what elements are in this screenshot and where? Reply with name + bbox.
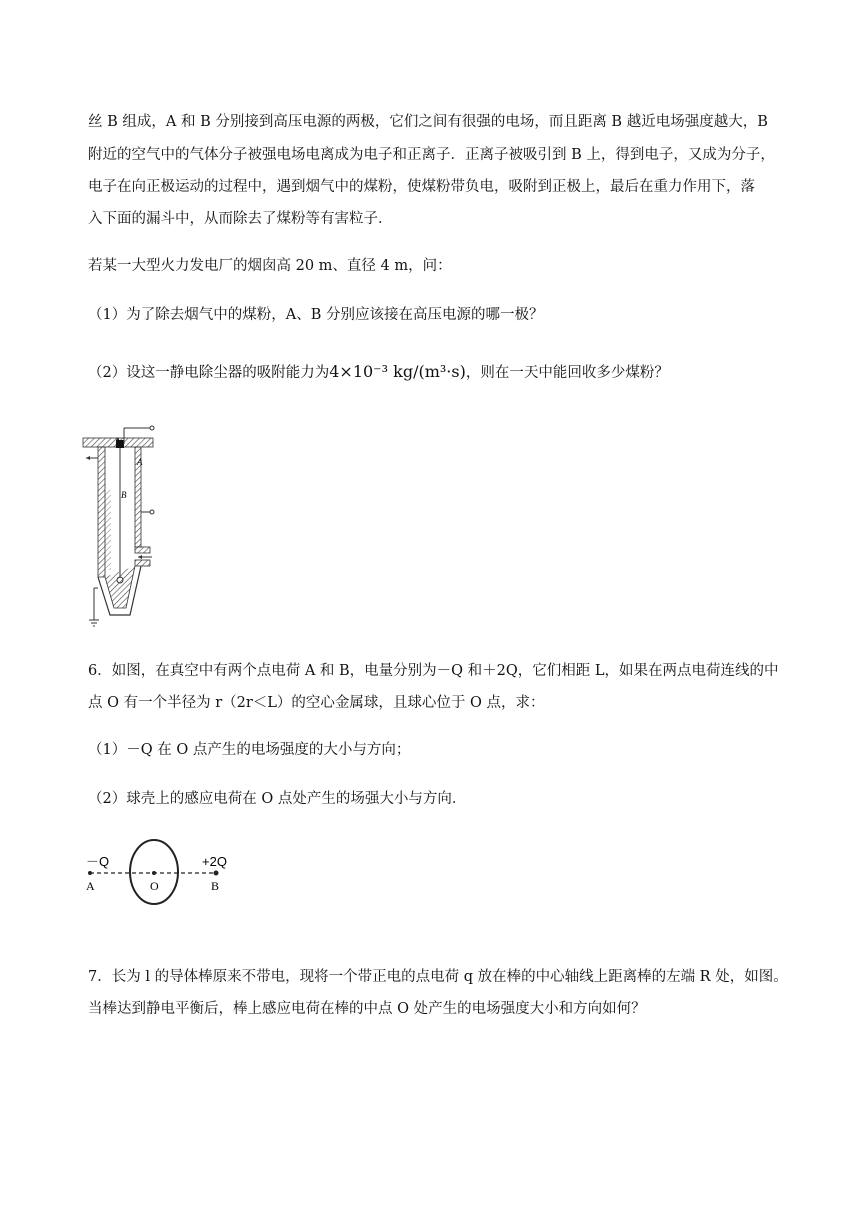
intro-line-2: 附近的空气中的气体分子被强电场电离成为电子和正离子．正离子被吸引到 B 上，得到电子，又成为分子，	[88, 147, 775, 163]
q5-premise: 若某一大型火力发电厂的烟囱高 20 m、直径 4 m，问：	[88, 258, 452, 274]
charge-left-label: －Q	[86, 854, 110, 869]
figure-label-a: A	[137, 457, 143, 467]
q7-line-2: 当棒达到静电平衡后，棒上感应电荷在棒的中点 O 处产生的电场强度大小和方向如何？	[88, 1001, 646, 1017]
precipitator-figure	[78, 420, 170, 630]
adsorption-formula: 4×10⁻³ kg/(m³·s)	[329, 362, 466, 381]
q5-part-1: （1）为了除去烟气中的煤粉，A、B 分别应该接在高压电源的哪一极？	[88, 307, 544, 323]
q6-part-1: （1）－Q 在 O 点产生的电场强度的大小与方向；	[88, 742, 411, 758]
intro-line-3: 电子在向正极运动的过程中，遇到烟气中的煤粉，使煤粉带负电，吸附到正极上，最后在重力作用下，落	[88, 179, 755, 195]
charges-figure	[84, 838, 234, 908]
q6-line-1: 6．如图，在真空中有两个点电荷 A 和 B，电量分别为－Q 和＋2Q，它们相距 L，如果在两点电荷连线的中	[88, 663, 779, 679]
q6-line-2: 点 O 有一个半径为 r（2r＜L）的空心金属球，且球心位于 O 点，求：	[88, 695, 545, 711]
q5-part-2: （2）设这一静电除尘器的吸附能力为4×10⁻³ kg/(m³·s)，则在一天中能回收多少煤粉？	[88, 362, 669, 381]
point-a-label: A	[86, 879, 95, 893]
figure-label-b: B	[121, 490, 127, 500]
charge-right-label: +2Q	[202, 854, 227, 869]
intro-line-4: 入下面的漏斗中，从而除去了煤粉等有害粒子．	[88, 211, 393, 227]
point-b-label: B	[211, 879, 220, 893]
q7-line-1: 7．长为 l 的导体棒原来不带电，现将一个带正电的点电荷 q 放在棒的中心轴线上距离棒的左端 R 处，如图。	[88, 969, 788, 985]
q6-part-2: （2）球壳上的感应电荷在 O 点处产生的场强大小与方向．	[88, 791, 467, 807]
intro-line-1: 丝 B 组成，A 和 B 分别接到高压电源的两极，它们之间有很强的电场，而且距离 B 越近电场强度越大，B	[88, 114, 768, 130]
point-o-label: O	[150, 879, 159, 893]
